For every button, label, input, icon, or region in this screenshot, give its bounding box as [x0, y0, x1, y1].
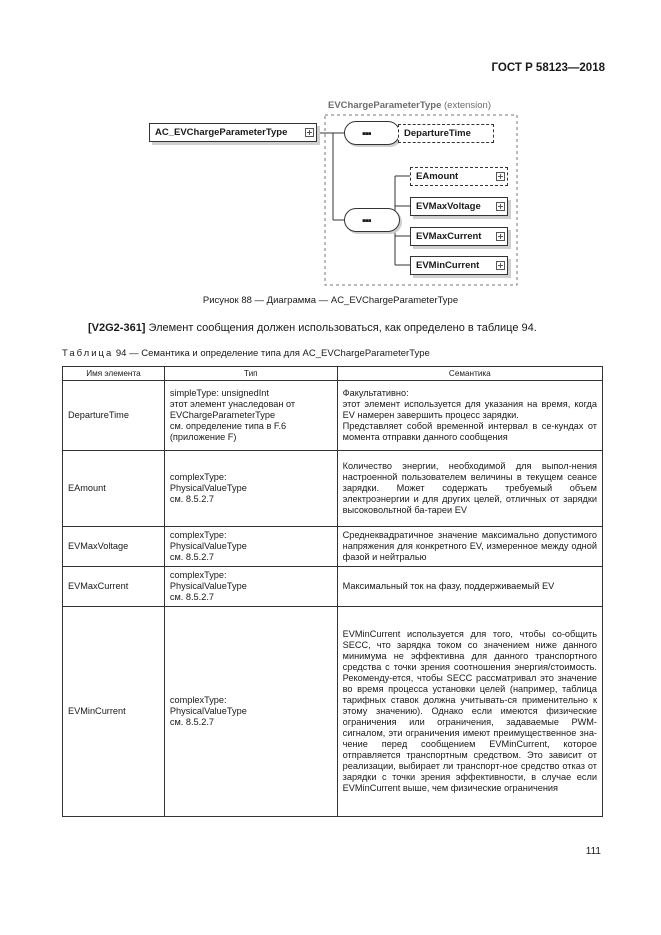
- extension-type-name: EVChargeParameterType: [328, 100, 442, 111]
- schema-diagram: [0, 0, 661, 290]
- table-title-text: 94 — Семантика и определение типа для AC_EVChargeParameterType: [113, 348, 430, 359]
- element-box-evmincurrent[interactable]: [410, 256, 508, 275]
- expand-icon[interactable]: [496, 202, 505, 211]
- expand-icon[interactable]: [496, 261, 505, 270]
- cell-semantics: EVMinCurrent используется для того, чтобы со-общить SECC, что зарядка током со значением ниже данного минимума не эффективна для данного транспортного средства с точки зрения соотношения энергия/стоимость. Рекоменду-ется, чтобы SECC рассматривал это значение во время процесса установки целей (например, таблица тарифных ставок должна учитывать-ся применительно к этому значению). Однако если имеются физические ограничения или ограничения, задаваемые PWM-сигналом, эти ограничения имеют преимущественное зна-чение перед сообщением EVMinCurrent, которое отправляется транспортным средством. Это зависит от реализации, выбирает ли транспорт-ное средство отказ от зарядки с точки зрения эффективности, в случае если EVMinCurrent выше, чем физические ограничения: [337, 607, 602, 817]
- element-label-evmaxcurrent: EVMaxCurrent: [416, 231, 482, 242]
- departure-time-label: DepartureTime: [404, 128, 471, 139]
- departure-time-box[interactable]: [398, 124, 494, 143]
- cell-name: EVMaxVoltage: [63, 527, 165, 567]
- type-line: PhysicalValueType: [169, 541, 247, 551]
- element-label-evmaxvoltage: EVMaxVoltage: [416, 201, 481, 212]
- cell-type: [164, 381, 337, 451]
- element-box-eamount[interactable]: [410, 167, 508, 186]
- type-line: simpleType: unsignedInt: [169, 388, 269, 398]
- header-semantics: Семантика: [337, 367, 602, 381]
- page-number: 111: [585, 846, 601, 857]
- header-element-name: Имя элемента: [63, 367, 165, 381]
- semantics-line: этот элемент используется для указания на время, когда EV намерен завершить процесс зарядки.: [342, 399, 597, 420]
- standard-header: ГОСТ Р 58123—2018: [491, 62, 605, 74]
- requirement-paragraph: [88, 322, 537, 334]
- semantics-table: [62, 366, 603, 817]
- type-line: EVChargeParameterType: [169, 410, 276, 420]
- semantics-line: Представляет собой временной интервал в се-кундах от момента отправки данного сообщения: [342, 421, 597, 442]
- type-line: см. 8.5.2.7: [169, 494, 214, 504]
- table-header-row: [63, 367, 603, 381]
- cell-name: DepartureTime: [63, 381, 165, 451]
- table-row: [63, 527, 603, 567]
- type-line: PhysicalValueType: [169, 706, 247, 716]
- type-line: этот элемент унаследован от: [169, 399, 296, 409]
- table-row: [63, 607, 603, 817]
- expand-icon[interactable]: [496, 232, 505, 241]
- type-line: PhysicalValueType: [169, 483, 247, 493]
- expand-icon[interactable]: [305, 128, 314, 137]
- type-line: см. 8.5.2.7: [169, 592, 214, 602]
- cell-semantics: Количество энергии, необходимой для выпол-нения настроенной пользователем величины в текущем сеансе зарядки. Может содержать требуемый объем электроэнергии и для других целей, отличных от зарядки высоковольтной ба-тареи EV: [337, 451, 602, 527]
- table-row: [63, 381, 603, 451]
- cell-type: [164, 527, 337, 567]
- cell-name: EAmount: [63, 451, 165, 527]
- table-label: Таблица: [62, 348, 114, 359]
- requirement-text: Элемент сообщения должен использоваться, как определено в таблице 94.: [145, 322, 537, 334]
- sequence-compositor-2[interactable]: [344, 208, 400, 232]
- root-element-box[interactable]: [149, 123, 317, 142]
- table-row: [63, 567, 603, 607]
- extension-title: [328, 100, 491, 111]
- cell-type: [164, 567, 337, 607]
- type-line: см. определение типа в F.6: [169, 421, 287, 431]
- type-line: см. 8.5.2.7: [169, 552, 214, 562]
- cell-semantics: Максимальный ток на фазу, поддерживаемый EV: [337, 567, 602, 607]
- element-label-evmincurrent: EVMinCurrent: [416, 260, 480, 271]
- element-box-evmaxvoltage[interactable]: [410, 197, 508, 216]
- element-box-evmaxcurrent[interactable]: [410, 227, 508, 246]
- type-line: complexType:: [169, 472, 227, 482]
- cell-semantics: Среднеквадратичное значение максимально допустимого напряжения для конкретного EV, измеренное между одной фазой и нейтралью: [337, 527, 602, 567]
- requirement-code: [V2G2-361]: [88, 322, 146, 334]
- sequence-icon: ▪▪▪: [362, 128, 371, 140]
- cell-name: EVMinCurrent: [63, 607, 165, 817]
- type-line: complexType:: [169, 530, 227, 540]
- type-line: (приложение F): [169, 432, 237, 442]
- type-line: complexType:: [169, 570, 227, 580]
- expand-icon[interactable]: [496, 172, 505, 181]
- table-row: [63, 451, 603, 527]
- semantics-line: Факультативно:: [342, 388, 409, 398]
- header-type: Тип: [164, 367, 337, 381]
- type-line: PhysicalValueType: [169, 581, 247, 591]
- figure-caption: Рисунок 88 — Диаграмма — AC_EVChargeParameterType: [202, 295, 459, 306]
- cell-name: EVMaxCurrent: [63, 567, 165, 607]
- diagram-connectors: [0, 0, 661, 290]
- sequence-icon: ▪▪▪: [362, 215, 371, 227]
- cell-semantics: [337, 381, 602, 451]
- extension-suffix: (extension): [441, 100, 491, 111]
- cell-type: [164, 451, 337, 527]
- cell-type: [164, 607, 337, 817]
- sequence-compositor-1[interactable]: [344, 121, 400, 145]
- table-title: [62, 348, 430, 359]
- type-line: см. 8.5.2.7: [169, 717, 214, 727]
- type-line: complexType:: [169, 695, 227, 705]
- element-label-eamount: EAmount: [416, 171, 459, 182]
- root-element-label: AC_EVChargeParameterType: [155, 127, 288, 138]
